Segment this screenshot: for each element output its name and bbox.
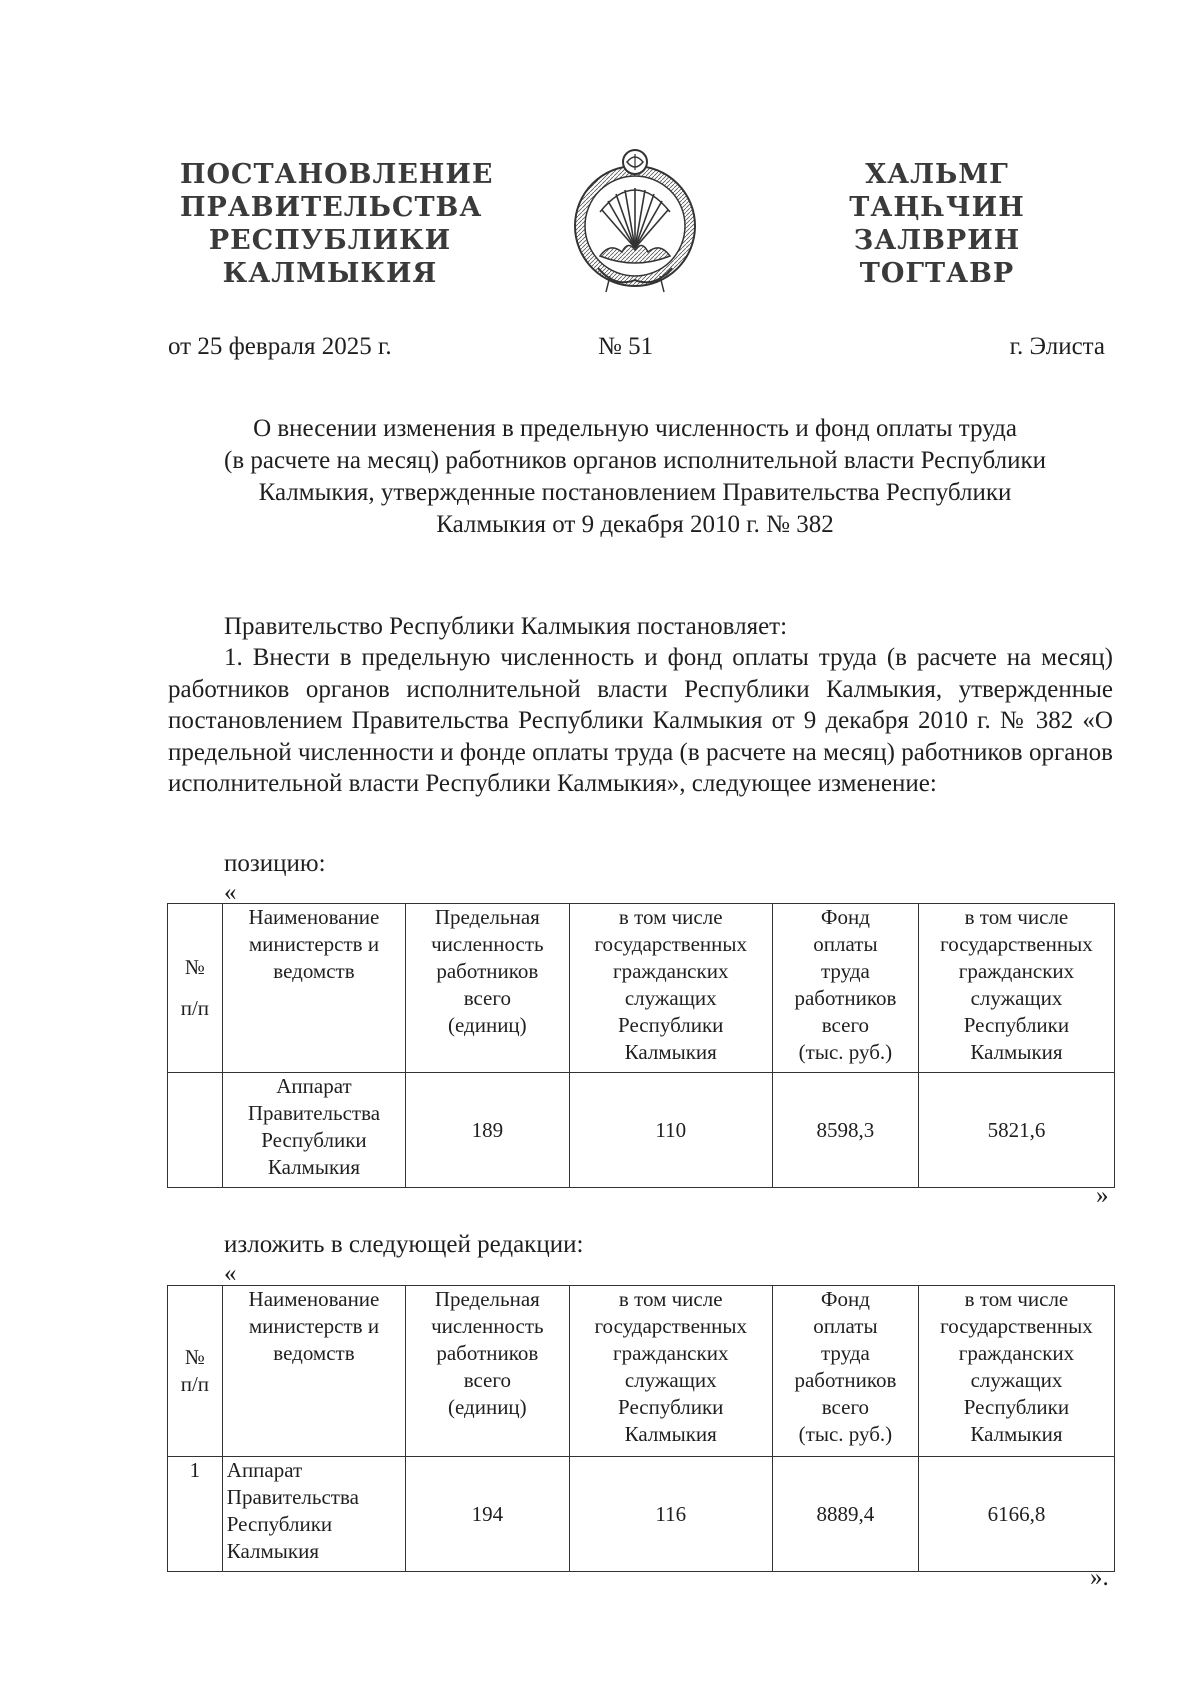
header-col-fund-civil: в том числе государственных гражданских служащих Республики Калмыкия (918, 1286, 1114, 1457)
document-number: № 51 (598, 333, 654, 360)
cell-number (168, 1073, 223, 1188)
header-col-name: Наименование министерств и ведомств (222, 904, 405, 1073)
close-quote-2: ». (1090, 1564, 1109, 1591)
document-city: г. Элиста (1009, 333, 1105, 360)
header-col-limit: Предельная численность работников всего (единиц) (406, 1286, 569, 1457)
close-quote-1: » (1096, 1182, 1109, 1209)
position-label: позицию: (224, 850, 326, 877)
header-right-line: ЗАЛВРИН (853, 225, 1021, 256)
cell-limit: 189 (406, 1073, 569, 1188)
title-line: (в расчете на месяц) работников органов исполнительной власти Республики (224, 447, 1046, 474)
header-right-line: ТОГТАВР (859, 258, 1015, 289)
kalmykia-emblem-icon (570, 148, 700, 294)
open-quote-1: « (224, 879, 237, 906)
document-date: от 25 февраля 2025 г. (168, 333, 392, 360)
cell-fund-civil: 5821,6 (918, 1073, 1114, 1188)
header-col-civil: в том числе государственных гражданских служащих Республики Калмыкия (569, 904, 772, 1073)
cell-org-name: Аппарат Правительства Республики Калмыкия (222, 1457, 405, 1572)
cell-civil: 110 (569, 1073, 772, 1188)
item-1-paragraph: 1. Внести в предельную численность и фонд оплаты труда (в расчете на месяц) работников органов исполнительной власти Республики Калмыкия, утвержденные постановлением Правительства Республики Калмыкия от 9 декабря 2010 г. № 382 «О предельной численности и фонде оплаты труда (в расчете на месяц) работников органов исполнительной власти Республики Калмыкия», следующее изменение: (168, 644, 1113, 797)
table-old-position (167, 903, 1115, 1188)
table-new-position (167, 1285, 1115, 1572)
cell-number: 1 (168, 1457, 223, 1572)
cell-fund: 8889,4 (772, 1457, 918, 1572)
header-col-fund: Фонд оплаты труда работников всего (тыс. руб.) (772, 1286, 918, 1457)
header-left-line: ПОСТАНОВЛЕНИЕ (180, 159, 494, 190)
header-col-fund-civil: в том числе государственных гражданских служащих Республики Калмыкия (918, 904, 1114, 1073)
cell-limit: 194 (406, 1457, 569, 1572)
header-col-name: Наименование министерств и ведомств (222, 1286, 405, 1457)
table-row (168, 1073, 1115, 1188)
cell-fund-civil: 6166,8 (918, 1457, 1114, 1572)
cell-fund: 8598,3 (772, 1073, 918, 1188)
open-quote-2: « (224, 1260, 237, 1287)
new-edition-label: изложить в следующей редакции: (224, 1231, 584, 1258)
title-line: О внесении изменения в предельную численность и фонд оплаты труда (253, 415, 1017, 442)
document-title (140, 413, 1130, 541)
cell-civil: 116 (569, 1457, 772, 1572)
header-col-civil: в том числе государственных гражданских служащих Республики Калмыкия (569, 1286, 772, 1457)
header-col-fund: Фонд оплаты труда работников всего (тыс. руб.) (772, 904, 918, 1073)
header-left-line: КАЛМЫКИЯ (222, 258, 438, 289)
header-left-line: РЕСПУБЛИКИ (208, 225, 452, 256)
table-header-row (168, 1286, 1115, 1457)
header-col-number: № п/п (168, 904, 223, 1073)
header-left-russian (180, 158, 494, 290)
title-line: Калмыкия, утвержденные постановлением Правительства Республики (258, 479, 1012, 506)
title-line: Калмыкия от 9 декабря 2010 г. № 382 (436, 511, 834, 538)
intro-paragraph: Правительство Республики Калмыкия постановляет: (224, 613, 788, 640)
header-right-kalmyk (842, 158, 1032, 290)
header-right-line: ТАҢҺЧИН (849, 192, 1025, 223)
header-left-line: ПРАВИТЕЛЬСТВА (180, 192, 483, 223)
header-col-number: № п/п (168, 1286, 223, 1457)
header-col-limit: Предельная численность работников всего (единиц) (406, 904, 569, 1073)
header-right-line: ХАЛЬМГ (865, 159, 1009, 190)
table-header-row (168, 904, 1115, 1073)
cell-org-name: Аппарат Правительства Республики Калмыкия (222, 1073, 405, 1188)
table-row (168, 1457, 1115, 1572)
